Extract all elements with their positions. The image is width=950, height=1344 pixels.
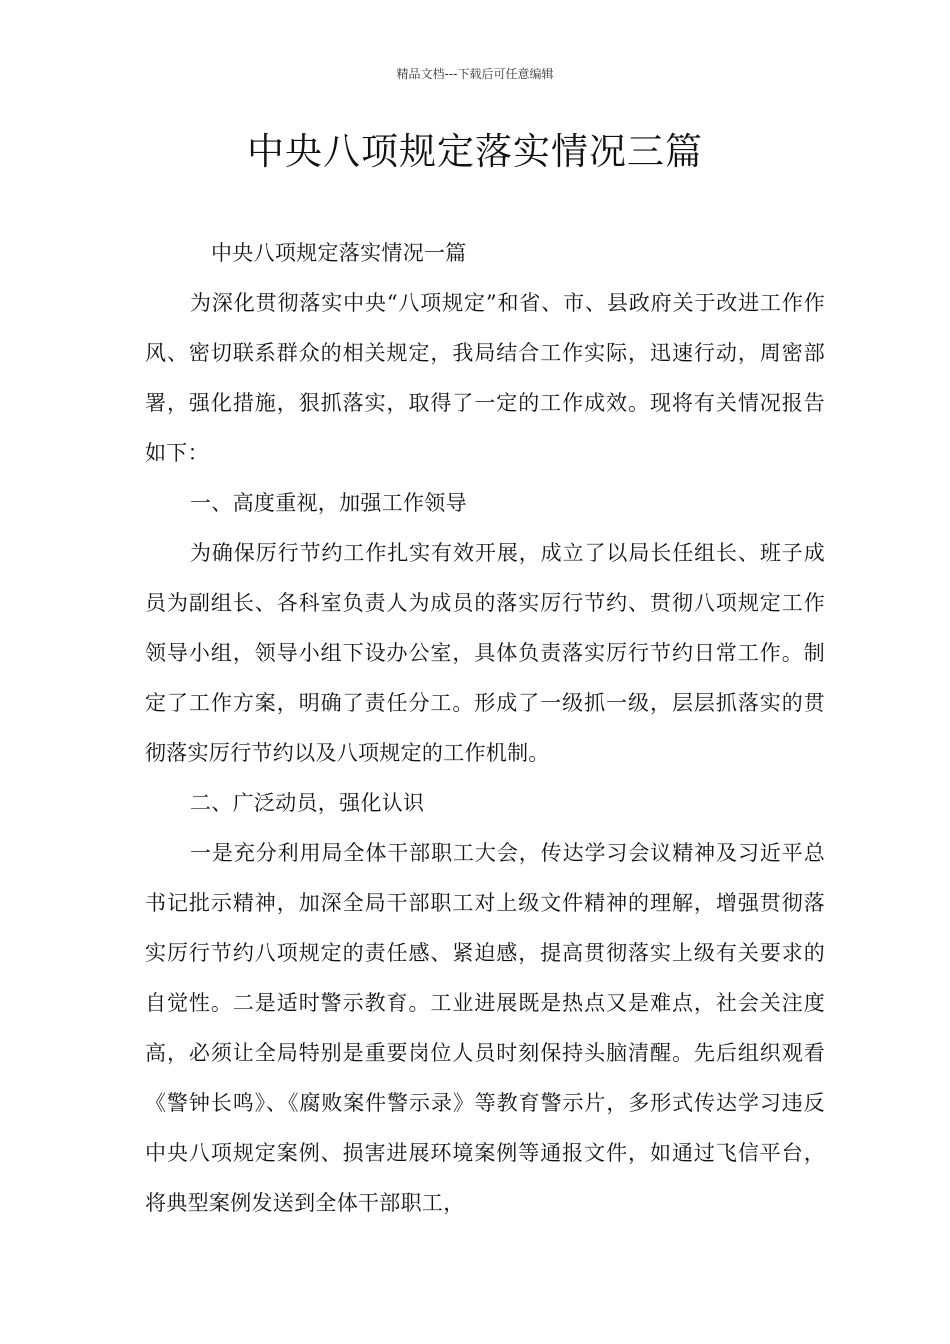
paragraph-mobilization: 一是充分利用局全体干部职工大会，传达学习会议精神及习近平总书记批示精神，加深全局干部职工对上级文件精神的理解，增强贯彻落实厉行节约八项规定的责任感、紧迫感，提高贯彻落实上级有关要求的自觉性。二是适时警示教育。工业进展既是热点又是难点，社会关注度高，必须让全局特别是重要岗位人员时刻保持头脑清醒。先后组织观看《警钟长鸣》、《腐败案件警示录》等教育警示片，多形式传达学习违反中央八项规定案例、损害进展环境案例等通报文件，如通过飞信平台，将典型案例发送到全体干部职工， bbox=[145, 841, 825, 1215]
section-subtitle: 中央八项规定落实情况一篇 bbox=[211, 241, 467, 265]
section-heading-1: 一、高度重视，加强工作领导 bbox=[190, 491, 467, 515]
page-header: 精品文档---下载后可任意编辑 bbox=[396, 67, 554, 81]
document-body bbox=[145, 228, 825, 1228]
paragraph-intro: 为深化贯彻落实中央“八项规定”和省、市、县政府关于改进工作作风、密切联系群众的相关规定，我局结合工作实际，迅速行动，周密部署，强化措施，狠抓落实，取得了一定的工作成效。现将有关情况报告如下： bbox=[145, 291, 825, 465]
section-heading-2: 二、广泛动员，强化认识 bbox=[190, 791, 425, 815]
paragraph-leadership: 为确保厉行节约工作扎实有效开展，成立了以局长任组长、班子成员为副组长、各科室负责人为成员的落实厉行节约、贯彻八项规定工作领导小组，领导小组下设办公室，具体负责落实厉行节约日常工作。制定了工作方案，明确了责任分工。形成了一级抓一级，层层抓落实的贯彻落实厉行节约以及八项规定的工作机制。 bbox=[145, 541, 825, 765]
document-title: 中央八项规定落实情况三篇 bbox=[247, 130, 703, 173]
